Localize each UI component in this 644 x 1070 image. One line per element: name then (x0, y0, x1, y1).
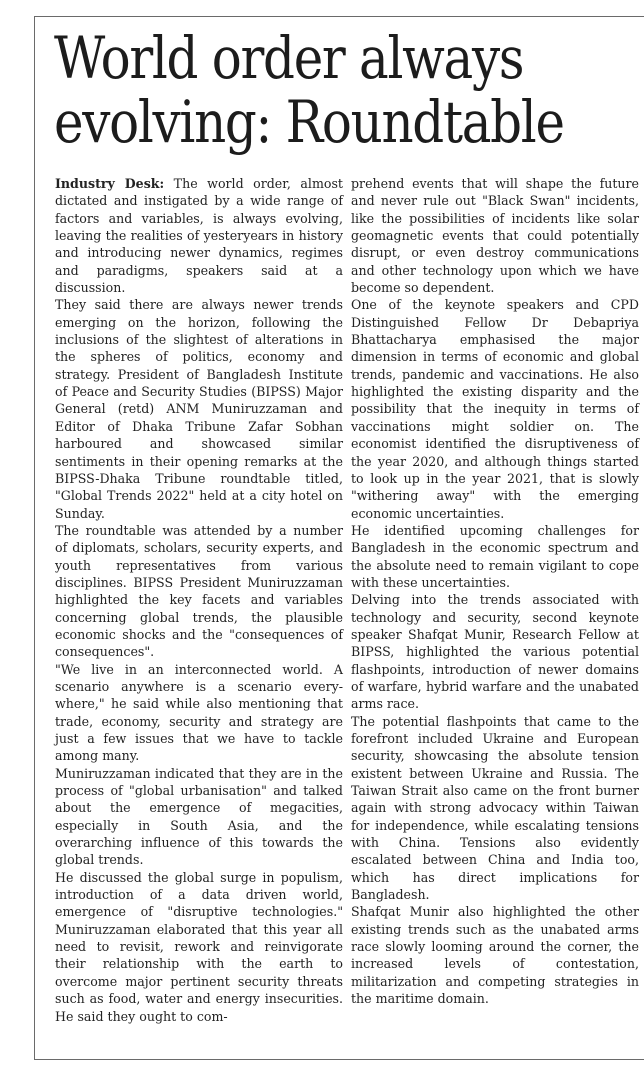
headline (54, 24, 564, 156)
paragraph: prehend events that will shape the future and never rule out "Black Swan" incidents, like the possibilities of incidents like solar geomagnetic events that could potentially disrupt, or even destroy communications and other technology upon which we have become so dependent. (351, 176, 639, 296)
paragraph: The potential flashpoints that came to the forefront included Ukraine and European security, showcasing the absolute tension existent between Ukraine and Russia. The Taiwan Strait also came on the front burner again with strong advocacy within Taiwan for independence, while escalating tensions with China. Tensions also evidently escalated between China and India too, which has direct implications for Bangladesh. (351, 713, 639, 903)
paragraph: He discussed the global surge in populism, introduction of a data driven world, emergence of "disruptive technologies." Muniruzzaman elaborated that this year all need to revisit, rework and reinvigorate their relationship with the earth to overcome major pertinent security threats such as food, water and energy insecurities. He said they ought to com- (55, 869, 343, 1024)
headline-line-1: World order always (54, 24, 524, 92)
article-column-right (351, 175, 639, 1008)
paragraph: Industry Desk: The world order, almost dictated and instigated by a wide range of factors and variables, is always evolving, leaving the realities of yesteryears in history and introducing newer dynamics, regimes and paradigms, speakers said at a discussion. (55, 176, 343, 296)
headline-line-2: evolving: Roundtable (54, 88, 564, 156)
paragraph: One of the keynote speakers and CPD Distinguished Fellow Dr Debapriya Bhattacharya emphasised the major dimension in terms of economic and global trends, pandemic and vaccinations. He also highlighted the existing disparity and the possibility that the inequity in terms of vaccinations might soldier on. The economist identified the disruptiveness of the year 2020, and although things started to look up in the year 2021, that is slowly "withering away" with the emerging economic uncertainties. (351, 297, 639, 521)
paragraph: Shafqat Munir also highlighted the other existing trends such as the unabated arms race slowly looming around the corner, the increased levels of contestation, militarization and competing strategies in the maritime domain. (351, 904, 639, 1007)
paragraph: He identified upcoming challenges for Bangladesh in the economic spectrum and the absolute need to remain vigilant to cope with these uncertainties. (351, 522, 639, 590)
paragraph: Delving into the trends associated with technology and security, second keynote speaker Shafqat Munir, Research Fellow at BIPSS, highlighted the various potential flashpoints, introduction of newer domains of warfare, hybrid warfare and the unabated arms race. (351, 592, 639, 712)
paragraph: The roundtable was attended by a number of diplomats, scholars, security experts, and youth representatives from various disciplines. BIPSS President Muniruzzaman highlighted the key facets and variables concerning global trends, the plausible economic shocks and the "consequences of consequences". (55, 522, 343, 660)
article-column-left (55, 175, 343, 1025)
paragraph: Muniruzzaman indicated that they are in the process of "global urbanisation" and talked about the emergence of megacities, especially in South Asia, and the overarching influence of this towards the global trends. (55, 765, 343, 868)
paragraph: They said there are always newer trends emerging on the horizon, following the inclusions of the slightest of alterations in the spheres of politics, economy and strategy. President of Bangladesh Institute of Peace and Security Studies (BIPSS) Major General (retd) ANM Muniruzzaman and Editor of Dhaka Tribune Zafar Sobhan harboured and showcased similar sentiments in their opening remarks at the BIPSS-Dhaka Tribune roundtable titled, "Global Trends 2022" held at a city hotel on Sunday. (55, 297, 343, 521)
paragraph: "We live in an interconnected world. A scenario anywhere is a scenario everywhere," he said while also mentioning that trade, economy, security and strategy are just a few issues that we have to tackle among many. (55, 661, 343, 764)
dateline: Industry Desk: (55, 176, 165, 191)
